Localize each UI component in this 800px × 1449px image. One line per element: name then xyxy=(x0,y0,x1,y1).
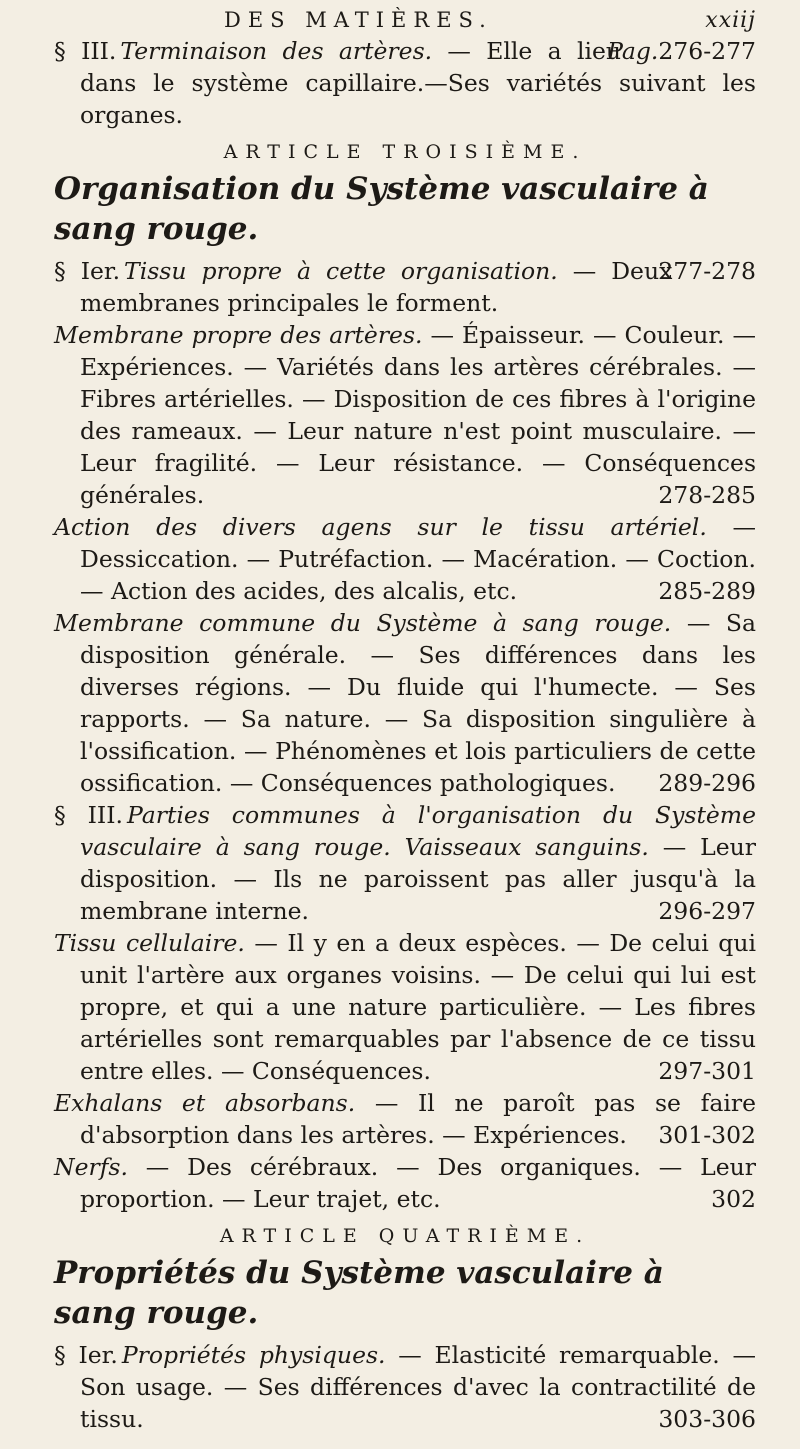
article-title: Organisation du Système vasculaire à sang rouge. xyxy=(54,171,709,247)
entry-heading: Terminaison des artères. xyxy=(120,37,433,65)
toc-entry xyxy=(54,255,756,319)
entry-text: — Des cérébraux. — Des organiques. — Leur proportion. — Leur trajet, etc. xyxy=(80,1153,756,1213)
toc-entry xyxy=(54,1087,756,1151)
article-title: Propriétés du Système vasculaire à sang rouge. xyxy=(54,1255,664,1331)
page-range: 278-285 xyxy=(658,481,756,509)
entry-heading: Propriétés physiques. xyxy=(121,1341,386,1369)
entry-text: — Il ne paroît pas se faire d'absorption dans les artères. — Expériences. xyxy=(80,1089,756,1149)
entry-heading: Exhalans et absorbans. xyxy=(54,1089,356,1117)
toc-entry xyxy=(54,607,756,799)
page-header xyxy=(224,8,756,33)
page-range: Pag.276-277 xyxy=(607,37,756,65)
page-folio: xxiij xyxy=(705,8,756,33)
page-range: 302 xyxy=(711,1185,756,1213)
entry-heading: Tissu propre à cette organisation. xyxy=(124,257,558,285)
entry-heading: Parties communes à l'organisation du Système vasculaire à sang rouge. Vaisseaux sanguins. xyxy=(80,801,756,861)
page-range: 285-289 xyxy=(658,577,756,605)
toc-entry xyxy=(54,927,756,1087)
entry-text: — Elasticité remarquable. — Son usage. — Ses différences d'avec la contractilité de tissu. xyxy=(80,1341,757,1433)
toc-entry xyxy=(54,319,756,511)
entry-text: — Leur disposition. — Ils ne paroissent pas aller jusqu'à la membrane interne. xyxy=(80,833,756,925)
page-range: 296-297 xyxy=(658,897,756,925)
toc-entry xyxy=(54,1339,756,1435)
section-mark: § Ier. xyxy=(54,1341,118,1369)
toc-entry xyxy=(54,1151,756,1215)
page-prefix: Pag. xyxy=(607,37,659,65)
page-range: 301-302 xyxy=(658,1121,756,1149)
entry-text: — Épaisseur. — Couleur. — Expériences. — Variétés dans les artères cérébrales. — Fibres artérielles. — Disposition de ces fibres à l'origine des rameaux. — Leur nature n'est point musculaire. — Leur fragilité. — Leur résistance. — Conséquences générales. xyxy=(80,321,756,509)
entry-text: — Dessiccation. — Putréfaction. — Macération. — Coction. — Action des acides, des alcalis, etc. xyxy=(80,513,756,605)
article-label: ARTICLE TROISIÈME. xyxy=(223,141,587,163)
entry-text: — Elle a lieu dans le système capillaire.—Ses variétés suivant les organes. xyxy=(80,37,756,129)
entry-text: — Deux membranes principales le forment. xyxy=(80,257,673,317)
entry-text: — Sa disposition générale. — Ses différences dans les diverses régions. — Du fluide qui l'humecte. — Ses rapports. — Sa nature. — Sa disposition singulière à l'ossification. — Phénomènes et lois particuliers de cette ossification. — Conséquences pathologiques. xyxy=(80,609,756,797)
toc-entry xyxy=(54,799,756,927)
entry-heading: Tissu cellulaire. xyxy=(54,929,245,957)
page-range: 289-296 xyxy=(658,769,756,797)
entry-heading: Nerfs. xyxy=(54,1153,128,1181)
entry-heading: Action des divers agens sur le tissu artériel. xyxy=(54,513,707,541)
page-range: 297-301 xyxy=(658,1057,756,1085)
toc-entry xyxy=(54,35,756,131)
running-title: DES MATIÈRES. xyxy=(224,8,493,32)
section-mark: § Ier. xyxy=(54,257,121,285)
page-range: 277-278 xyxy=(658,257,756,285)
entry-heading: Membrane commune du Système à sang rouge. xyxy=(54,609,672,637)
page-range: 303-306 xyxy=(658,1405,756,1433)
article-label: ARTICLE QUATRIÈME. xyxy=(219,1225,591,1247)
toc-entry xyxy=(54,511,756,607)
section-mark: § III. xyxy=(54,801,123,829)
section-mark: § III. xyxy=(54,37,117,65)
entry-text: — Il y en a deux espèces. — De celui qui unit l'artère aux organes voisins. — De celui qui lui est propre, et qui a une nature particulière. — Les fibres artérielles sont remarquables par l'absence de ce tissu entre elles. — Conséquences. xyxy=(80,929,756,1085)
entry-heading: Membrane propre des artères. xyxy=(54,321,423,349)
